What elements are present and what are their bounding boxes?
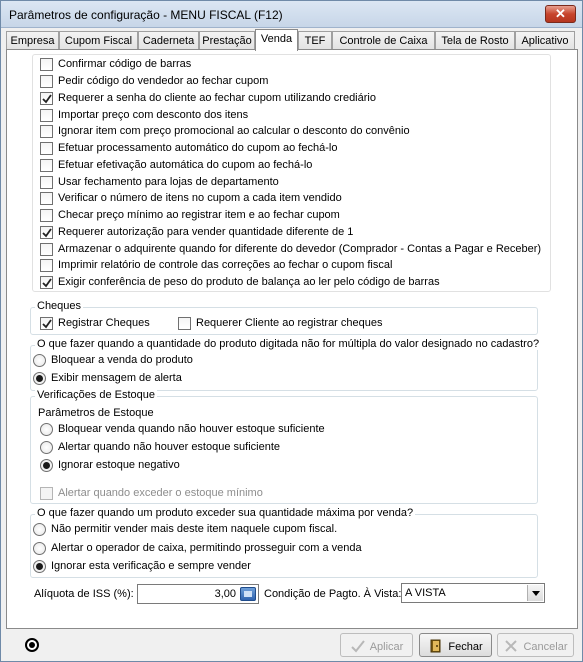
option-label: Confirmar código de barras — [58, 58, 192, 70]
checkbox-checked[interactable] — [40, 92, 53, 105]
option-label: Requerer Cliente ao registrar cheques — [196, 317, 383, 329]
checkbox-checked[interactable] — [40, 276, 53, 289]
pagto-value: A VISTA — [405, 587, 446, 599]
radio-button[interactable] — [40, 441, 53, 454]
window-title: Parâmetros de configuração - MENU FISCAL (F12) — [9, 8, 283, 22]
cancelar-label: Cancelar — [523, 641, 568, 653]
tab-aplicativo[interactable]: Aplicativo — [515, 31, 575, 50]
calculator-icon[interactable] — [240, 587, 256, 601]
door-icon — [428, 639, 444, 653]
apply-icon — [350, 639, 366, 653]
checkbox[interactable] — [40, 176, 53, 189]
venda-panel — [6, 49, 578, 629]
checkbox[interactable] — [40, 243, 53, 256]
estoque-subtitle: Parâmetros de Estoque — [38, 407, 154, 419]
option-label: Requerer a senha do cliente ao fechar cupom utilizando crediário — [58, 92, 376, 104]
aplicar-button[interactable] — [340, 633, 413, 657]
checkbox[interactable] — [40, 159, 53, 172]
option-label: Verificar o número de itens no cupom a cada item vendido — [58, 192, 342, 204]
checkbox[interactable] — [40, 75, 53, 88]
checkbox-disabled — [40, 487, 53, 500]
checkbox[interactable] — [40, 209, 53, 222]
option-label: Usar fechamento para lojas de departamento — [58, 176, 279, 188]
tab-venda[interactable]: Venda — [255, 29, 298, 51]
option-label: Ignorar esta verificação e sempre vender — [51, 560, 251, 572]
checkbox[interactable] — [40, 109, 53, 122]
help-icon[interactable] — [25, 638, 39, 652]
option-label: Pedir código do vendedor ao fechar cupom — [58, 75, 269, 87]
venda-options-group — [32, 54, 551, 292]
radio-button-selected[interactable] — [33, 560, 46, 573]
tab-prestacao[interactable]: Prestação — [199, 31, 255, 50]
radio-button[interactable] — [33, 354, 46, 367]
option-label: Alertar quando exceder o estoque mínimo — [58, 487, 263, 499]
aplicar-label: Aplicar — [369, 641, 404, 653]
radio-button-selected[interactable] — [40, 459, 53, 472]
tab-empresa[interactable]: Empresa — [6, 31, 59, 50]
tab-controle-de-caixa[interactable]: Controle de Caixa — [332, 31, 435, 50]
option-label: Exibir mensagem de alerta — [51, 372, 182, 384]
option-label: Armazenar o adquirente quando for diferente do devedor (Comprador - Contas a Pagar e Receber) — [58, 243, 542, 255]
pagto-select[interactable] — [401, 583, 545, 603]
checkbox[interactable] — [40, 58, 53, 71]
tab-cupom-fiscal[interactable]: Cupom Fiscal — [59, 31, 138, 50]
checkbox[interactable] — [40, 142, 53, 155]
radio-button-selected[interactable] — [33, 372, 46, 385]
radio-button[interactable] — [40, 423, 53, 436]
tab-tef[interactable]: TEF — [298, 31, 332, 50]
option-label: Não permitir vender mais deste item naquele cupom fiscal. — [51, 523, 338, 535]
option-label: Registrar Cheques — [58, 317, 150, 329]
radio-button[interactable] — [33, 523, 46, 536]
option-label: Exigir conferência de peso do produto de balança ao ler pelo código de barras — [58, 276, 440, 288]
close-button[interactable]: ✕ — [545, 5, 576, 23]
checkbox[interactable] — [40, 125, 53, 138]
option-label: Importar preço com desconto dos itens — [58, 109, 249, 121]
fechar-button[interactable] — [419, 633, 492, 657]
iss-input[interactable] — [137, 584, 259, 604]
title-bar — [1, 1, 582, 28]
tab-caderneta[interactable]: Caderneta — [138, 31, 199, 50]
iss-label: Alíquota de ISS (%): — [34, 588, 134, 600]
multiplo-group — [30, 338, 540, 391]
option-label: Alertar o operador de caixa, permitindo prosseguir com a venda — [51, 542, 362, 554]
option-label: Checar preço mínimo ao registrar item e ao fechar cupom — [58, 209, 340, 221]
multiplo-group-title: O que fazer quando a quantidade do produto digitada não for múltipla do valor designado no cadastro? — [37, 338, 540, 350]
checkbox[interactable] — [40, 259, 53, 272]
option-label: Bloquear a venda do produto — [51, 354, 193, 366]
cheques-group-title: Cheques — [37, 300, 82, 312]
checkbox[interactable] — [178, 317, 191, 330]
option-label: Efetuar efetivação automática do cupom ao fechá-lo — [58, 159, 313, 171]
option-label: Alertar quando não houver estoque suficiente — [58, 441, 280, 453]
option-label: Ignorar estoque negativo — [58, 459, 180, 471]
cancel-icon — [503, 639, 519, 653]
chevron-down-icon[interactable] — [527, 585, 543, 601]
option-label: Imprimir relatório de controle das correções ao fechar o cupom fiscal — [58, 259, 393, 271]
checkbox[interactable] — [40, 192, 53, 205]
radio-button[interactable] — [33, 542, 46, 555]
iss-value: 3,00 — [214, 588, 236, 600]
maxima-group-title: O que fazer quando um produto exceder sua quantidade máxima por venda? — [37, 507, 414, 519]
option-label: Ignorar item com preço promocional ao calcular o desconto do convênio — [58, 125, 410, 137]
tab-strip — [6, 30, 578, 50]
option-label: Requerer autorização para vender quantidade diferente de 1 — [58, 226, 354, 238]
pagto-label: Condição de Pagto. À Vista: — [264, 588, 402, 600]
tab-tela-de-rosto[interactable]: Tela de Rosto — [435, 31, 515, 50]
checkbox-checked[interactable] — [40, 317, 53, 330]
estoque-group-title: Verificações de Estoque — [37, 389, 156, 401]
checkbox-checked[interactable] — [40, 226, 53, 239]
option-label: Bloquear venda quando não houver estoque suficiente — [58, 423, 325, 435]
option-label: Efetuar processamento automático do cupom ao fechá-lo — [58, 142, 338, 154]
fechar-label: Fechar — [448, 641, 483, 653]
cancelar-button[interactable] — [497, 633, 574, 657]
